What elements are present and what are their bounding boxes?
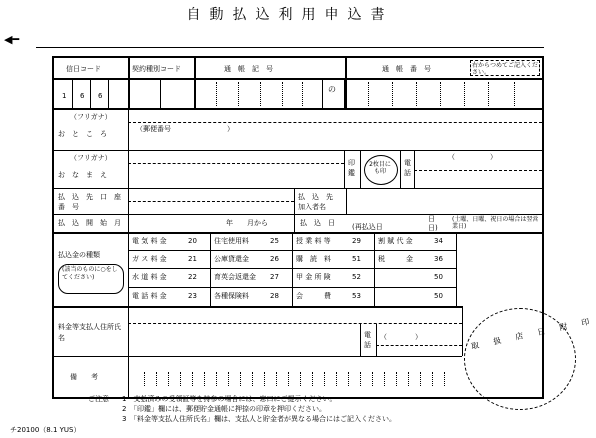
note-2: 2 「印鑑」欄には、郵便貯金通帳に押捺の印章を押印ください。 <box>122 405 326 413</box>
furigana-dash <box>128 163 344 164</box>
start-month-label: 払 込 開 始 月 <box>58 219 121 227</box>
digit-sep <box>368 82 369 106</box>
payment-type-code: 20 <box>188 237 197 245</box>
payment-type-name[interactable]: 授 業 料 等 <box>296 237 331 245</box>
grid-line <box>128 250 456 251</box>
payment-type-name[interactable]: 育英会返還金 <box>214 273 256 281</box>
remarks-cell-sep <box>312 372 313 386</box>
remarks-cell-sep <box>192 372 193 386</box>
v-divider <box>294 188 295 214</box>
remarks-cell-sep <box>288 372 289 386</box>
row-line <box>52 232 544 234</box>
furigana-dash <box>128 122 542 123</box>
remarks-cell-sep <box>180 372 181 386</box>
payment-type-code: 22 <box>188 273 197 281</box>
phone-parens: （ ） <box>448 153 497 161</box>
v-divider <box>108 78 109 108</box>
v-divider <box>360 324 361 356</box>
v-divider <box>360 150 361 188</box>
payment-type-code: 52 <box>352 273 361 281</box>
payment-type-code: 27 <box>270 273 279 281</box>
form-code: チ20100（8.1 YUS） <box>10 426 81 434</box>
v-divider <box>128 56 130 108</box>
payment-type-code: 23 <box>188 292 197 300</box>
v-divider <box>90 78 91 108</box>
digit-sep <box>488 82 489 106</box>
v-divider <box>210 232 211 306</box>
payment-type-name[interactable]: ガ ス 料 金 <box>132 255 167 263</box>
remarks-cell-sep <box>240 372 241 386</box>
note-1: 1 支払済みの受領証等を持参の場合には、窓口にご提示ください。 <box>122 395 337 403</box>
grid-line <box>128 287 456 288</box>
holiday-note: (土曜、日曜、祝日の場合は翌営業日) <box>452 216 539 230</box>
payment-type-name[interactable]: 会 費 <box>296 292 331 300</box>
v-divider <box>462 306 463 356</box>
payer-label: 料金等支払人住所氏名 <box>58 323 121 342</box>
remarks-cell-sep <box>420 372 421 386</box>
contract-type-label: 契約種別コード <box>132 65 181 73</box>
payment-type-code: 34 <box>434 237 443 245</box>
address-label: お と こ ろ <box>58 130 107 138</box>
remarks-cell-sep <box>252 372 253 386</box>
digit-sep <box>238 82 239 106</box>
payment-type-name[interactable]: 公庫貸還金 <box>214 255 249 263</box>
payment-types-sublabel: (該当のものに○をしてください) <box>62 266 118 281</box>
v-divider <box>194 56 196 108</box>
remarks-cell-sep <box>216 372 217 386</box>
digit-sep <box>514 82 515 106</box>
v-divider <box>374 232 375 306</box>
payment-day-label: 払 込 日 <box>300 219 335 227</box>
postal-code: （郵便番号 ） <box>136 125 234 133</box>
remarks-cell-sep <box>264 372 265 386</box>
v-divider <box>414 150 415 188</box>
v-divider <box>400 150 401 188</box>
payer-dash <box>128 323 462 324</box>
left-arrow-icon: ◀━ <box>4 33 20 46</box>
digit-sep <box>392 82 393 106</box>
v-divider <box>344 78 345 108</box>
digit-sep <box>282 82 283 106</box>
v-divider <box>128 306 129 356</box>
payer-phone-label: 電話 <box>364 331 371 349</box>
header-rule <box>36 47 544 48</box>
row-line <box>52 150 544 151</box>
passbook-number-label: 通 帳 番 号 <box>382 65 431 73</box>
remarks-cell-sep <box>408 372 409 386</box>
remarks-cell-sep <box>444 372 445 386</box>
remarks-cell-sep <box>276 372 277 386</box>
digit-sep <box>216 82 217 106</box>
bank-digit-1: 1 <box>62 92 67 100</box>
furigana-label-2: （フリガナ） <box>70 154 112 162</box>
row-dash <box>128 201 294 202</box>
row-line <box>52 356 462 357</box>
remarks-cell-sep <box>144 372 145 386</box>
bank-digit-2: 6 <box>80 92 85 100</box>
row-line <box>52 214 544 215</box>
row-line <box>52 188 544 189</box>
bank-digit-3: 6 <box>98 92 103 100</box>
remarks-cell-sep <box>396 372 397 386</box>
remarks-cell-sep <box>156 372 157 386</box>
form-title: 自動払込利用申込書 <box>186 7 394 23</box>
digit-sep <box>440 82 441 106</box>
payment-type-code: 25 <box>270 237 279 245</box>
remarks-cell-sep <box>168 372 169 386</box>
payer-phone-parens: （ ） <box>380 333 422 341</box>
phone-dash <box>414 170 542 171</box>
v-divider <box>160 78 161 108</box>
remarks-label: 備 考 <box>70 373 98 381</box>
remarks-cell-sep <box>384 372 385 386</box>
remarks-cell-sep <box>372 372 373 386</box>
payment-type-name[interactable]: 住宅使用料 <box>214 237 249 245</box>
payment-type-code: 29 <box>352 237 361 245</box>
payment-type-name[interactable]: 各種保険料 <box>214 292 249 300</box>
remarks-cell-sep <box>360 372 361 386</box>
v-divider <box>376 324 377 356</box>
payment-type-code: 51 <box>352 255 361 263</box>
no-mark: の <box>328 85 336 94</box>
remarks-cell-sep <box>336 372 337 386</box>
remarks-cell-sep <box>432 372 433 386</box>
v-divider <box>128 356 129 399</box>
payee-account-label: 払 込 先 口 座 番 号 <box>58 193 128 211</box>
payment-type-code: 50 <box>434 273 443 281</box>
name-label: お な ま え <box>58 171 107 179</box>
payment-type-name[interactable]: 水 道 料 金 <box>132 273 167 281</box>
remarks-cell-sep <box>204 372 205 386</box>
label-column-divider <box>128 108 129 252</box>
payment-day-sub: (再払込日 <box>352 223 383 231</box>
v-divider <box>292 232 293 306</box>
right-align-note: 右からつめてご記入ください。 <box>472 62 538 76</box>
stamp-text: 取 扱 店 日 附 印 <box>470 315 596 352</box>
digit-sep <box>464 82 465 106</box>
header-divider <box>52 78 544 80</box>
passbook-symbol-label: 通 帳 記 号 <box>224 65 273 73</box>
remarks-cell-sep <box>324 372 325 386</box>
payment-type-name[interactable]: 電 気 料 金 <box>132 237 167 245</box>
v-divider <box>345 56 347 108</box>
v-divider <box>294 214 295 232</box>
day-unit: 日 <box>428 215 435 223</box>
v-divider <box>346 188 347 214</box>
day-unit-paren: 日) <box>428 224 438 232</box>
digit-sep <box>416 82 417 106</box>
payment-type-name[interactable]: 購 読 料 <box>296 255 331 263</box>
payment-type-code: 36 <box>434 255 443 263</box>
start-month-value: 年 月から <box>226 219 268 227</box>
payment-types-label: 払込金の種類 <box>58 251 100 259</box>
v-divider <box>344 150 345 188</box>
bank-code-label: 信日コード <box>66 65 101 73</box>
payer-phone-dash <box>376 345 462 346</box>
seal-note: 2枚目にも印 <box>369 161 391 175</box>
furigana-label-1: （フリガナ） <box>70 113 112 121</box>
phone-label: 電話 <box>404 159 411 177</box>
seal-label: 印鑑 <box>348 159 355 177</box>
note-3: 3 「料金等支払人住所氏名」欄は、支払人と貯金者が異なる場合にはご記入ください。 <box>122 415 396 423</box>
v-divider <box>128 232 129 306</box>
remarks-cell-sep <box>348 372 349 386</box>
payment-type-name[interactable]: 割 賦 代 金 <box>378 237 413 245</box>
v-divider <box>456 232 457 306</box>
notes-heading: ご注意 <box>88 395 109 403</box>
remarks-cell-sep <box>300 372 301 386</box>
payment-type-code: 50 <box>434 292 443 300</box>
remarks-cell-sep <box>228 372 229 386</box>
digit-sep <box>260 82 261 106</box>
payment-type-name[interactable]: 電 話 料 金 <box>132 292 167 300</box>
payment-type-code: 26 <box>270 255 279 263</box>
grid-line <box>128 268 456 269</box>
payment-type-name[interactable]: 甲 金 所 険 <box>296 273 331 281</box>
payee-name-label: 払 込 先 加入者名 <box>298 193 340 211</box>
payment-type-code: 21 <box>188 255 197 263</box>
payment-type-code: 53 <box>352 292 361 300</box>
v-divider <box>72 78 73 108</box>
payment-type-code: 28 <box>270 292 279 300</box>
payment-type-name[interactable]: 税 金 <box>378 255 413 263</box>
digit-sep <box>302 82 303 106</box>
v-divider <box>322 78 323 108</box>
header-bottom <box>52 108 544 110</box>
row-line <box>52 306 462 308</box>
